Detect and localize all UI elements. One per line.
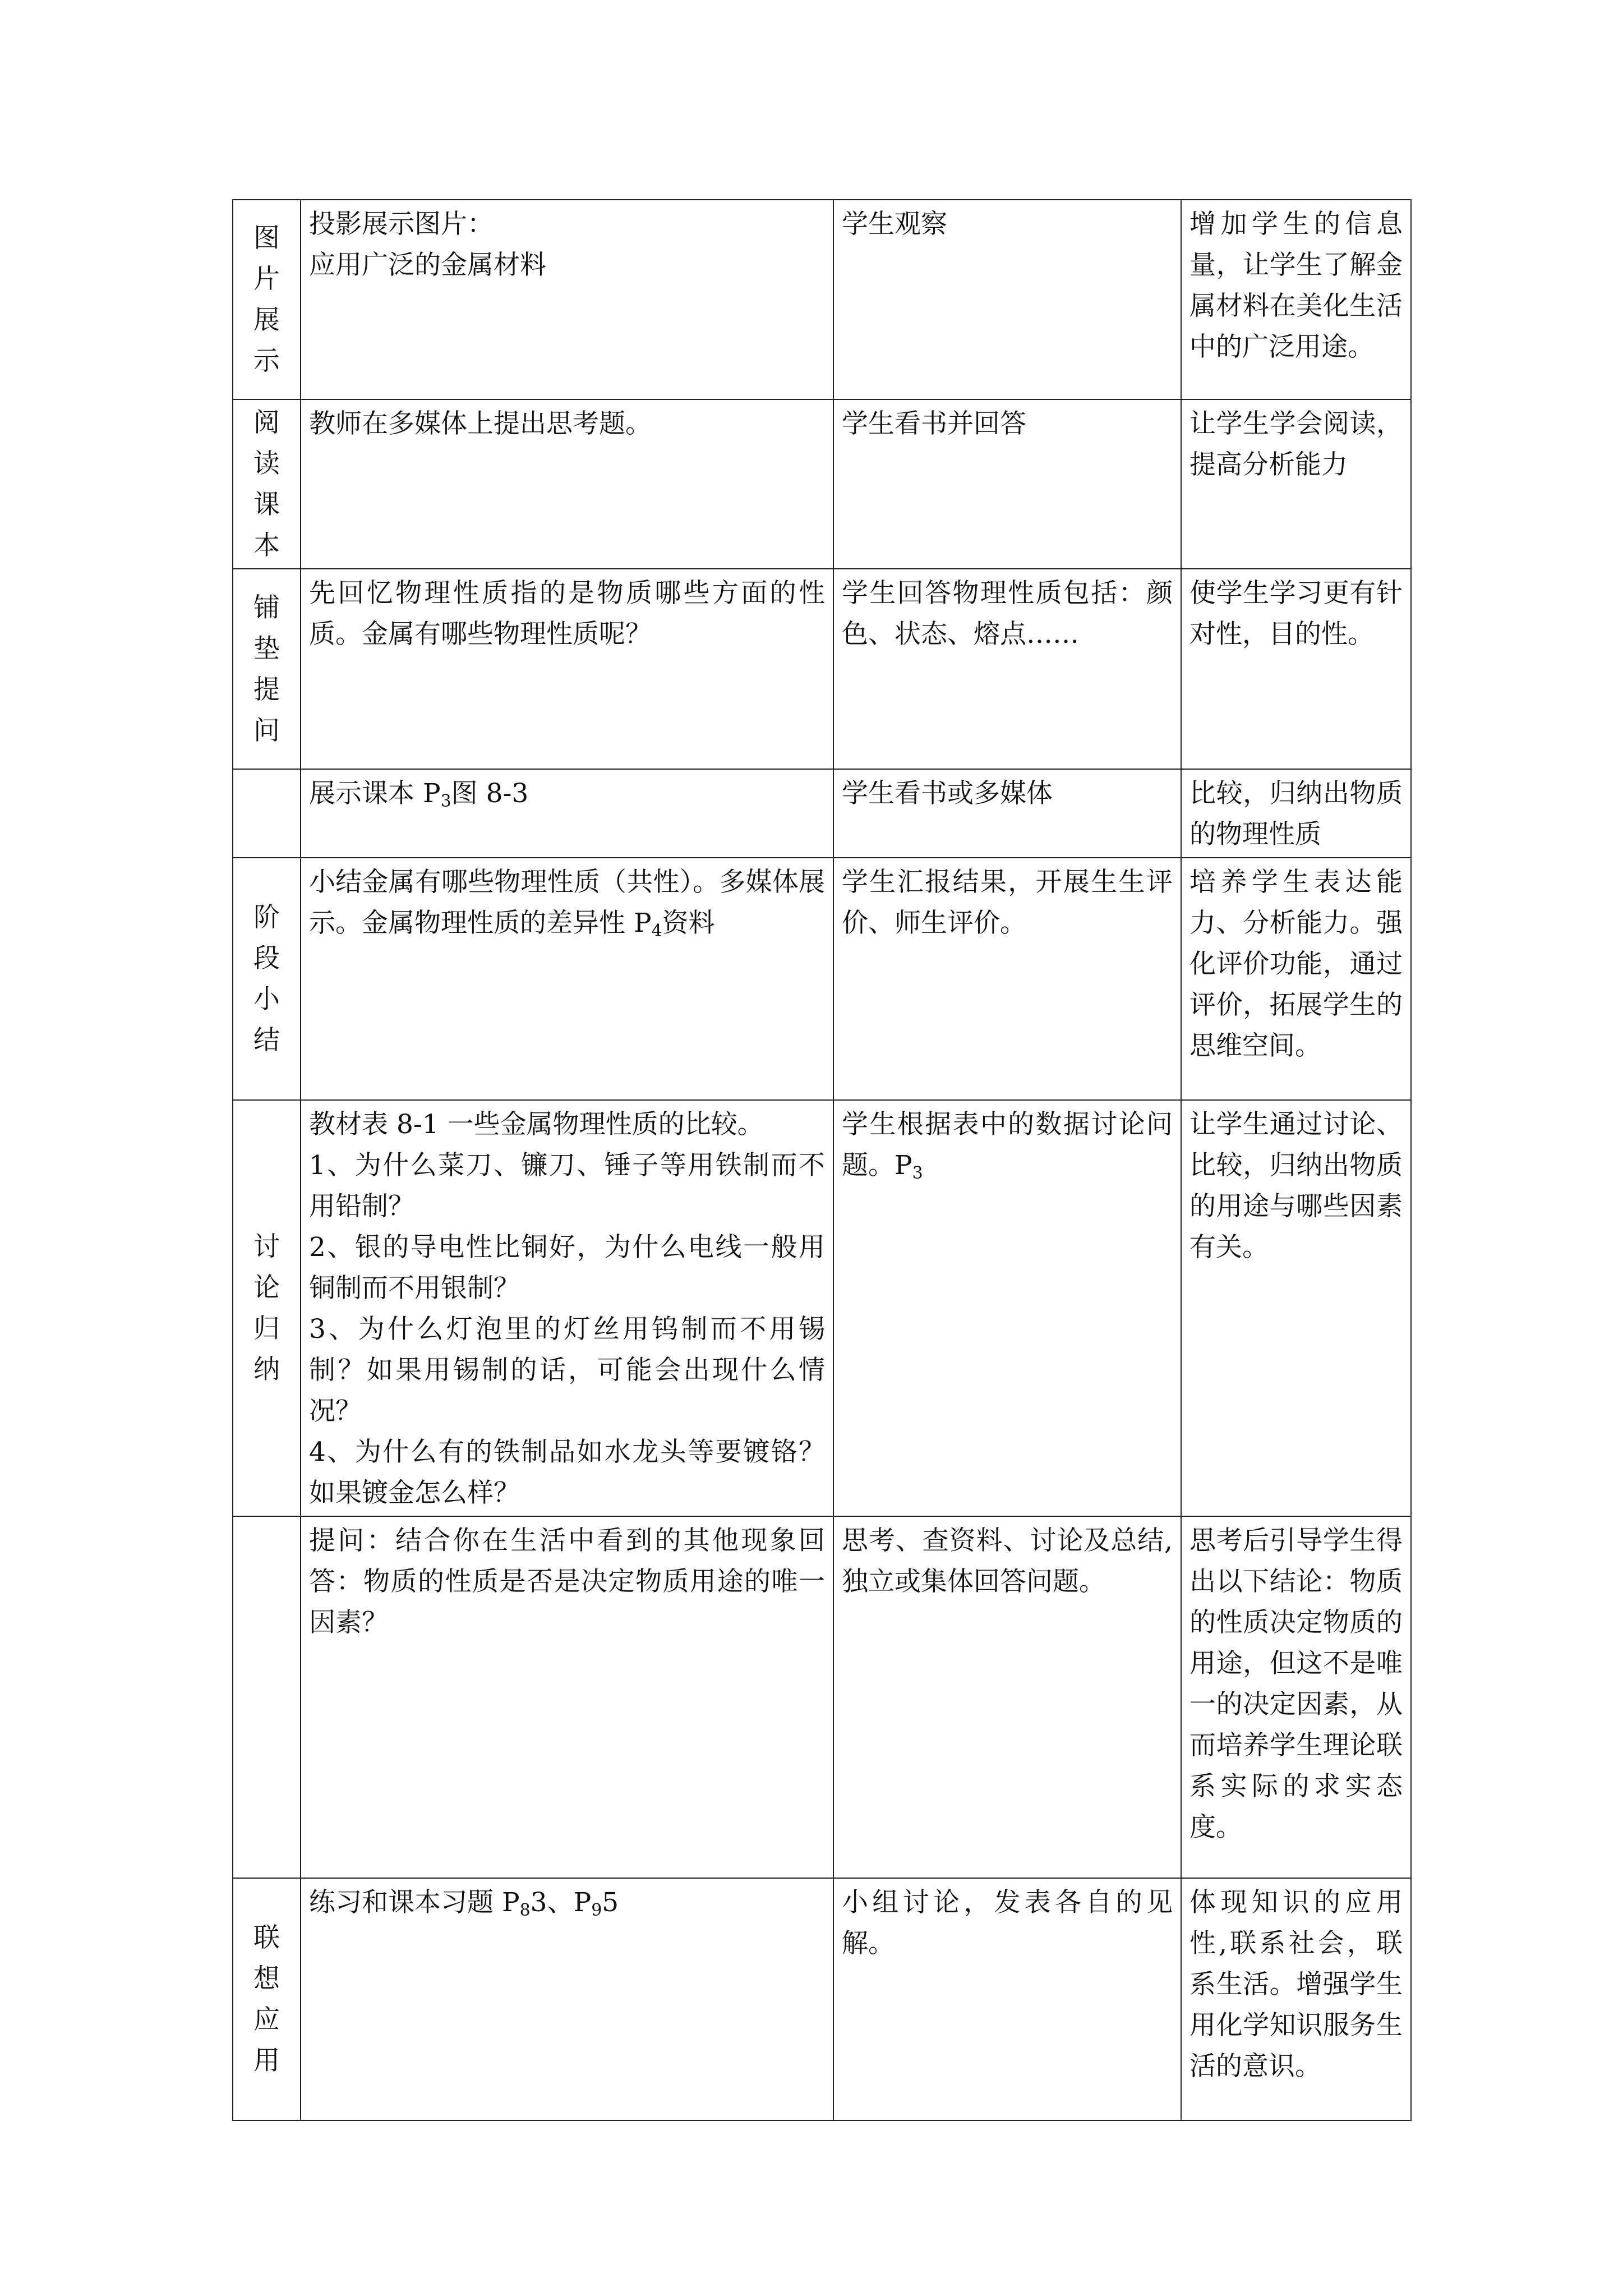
student-text: 学生看书或多媒体: [842, 778, 1053, 809]
intent-text: 使学生学习更有针对性，目的性。: [1189, 578, 1403, 650]
stage-cell: [233, 1878, 301, 2120]
table-row: [233, 569, 1411, 769]
student-text: 思考、查资料、讨论及总结,独立或集体回答问题。: [842, 1525, 1173, 1597]
teacher-text: 3、P: [530, 1887, 592, 1918]
intent-text: 培养学生表达能力、分析能力。强化评价功能，通过评价，拓展学生的思维空间。: [1189, 867, 1403, 1061]
design-intent-cell: [1181, 1100, 1411, 1516]
teacher-activity-cell: [301, 1878, 833, 2120]
table-row: [233, 858, 1411, 1100]
teacher-text: 3、为什么灯泡里的灯丝用钨制而不用锡制？如果用锡制的话，可能会出现什么情况？: [309, 1314, 825, 1427]
table-row: [233, 769, 1411, 858]
student-text: 小组讨论，发表各自的见解。: [842, 1887, 1173, 1959]
student-text: 学生看书并回答: [842, 408, 1026, 439]
stage-cell: [233, 569, 301, 769]
student-activity-cell: [833, 569, 1181, 769]
student-text: 学生回答物理性质包括：颜色、状态、熔点……: [842, 578, 1173, 650]
intent-text: 让学生通过讨论、比较，归纳出物质的用途与哪些因素有关。: [1189, 1109, 1403, 1263]
stage-label: 联想应用: [253, 1922, 280, 2076]
teacher-activity-cell: [301, 399, 833, 569]
page-subscript: 3: [440, 792, 451, 811]
teacher-activity-cell: [301, 569, 833, 769]
teacher-text: 教材表 8-1 一些金属物理性质的比较。: [309, 1109, 764, 1140]
intent-text: 比较，归纳出物质的物理性质: [1189, 778, 1403, 850]
table-row: [233, 200, 1411, 399]
page-subscript: 4: [651, 921, 662, 941]
student-activity-cell: [833, 399, 1181, 569]
design-intent-cell: [1181, 858, 1411, 1100]
design-intent-cell: [1181, 1516, 1411, 1878]
design-intent-cell: [1181, 569, 1411, 769]
teacher-text: 资料: [662, 908, 715, 938]
student-activity-cell: [833, 200, 1181, 399]
page-subscript: 8: [519, 1901, 531, 1920]
intent-text: 体现知识的应用性,联系社会，联系生活。增强学生用化学知识服务生活的意识。: [1189, 1887, 1403, 2082]
teacher-text: 教师在多媒体上提出思考题。: [309, 408, 652, 439]
teacher-text: 4、为什么有的铁制品如水龙头等要镀铬？如果镀金怎么样？: [309, 1437, 825, 1508]
stage-cell: [233, 769, 301, 858]
page-subscript: 9: [591, 1901, 602, 1920]
teacher-text: 2、银的导电性比铜好，为什么电线一般用铜制而不用银制？: [309, 1232, 825, 1304]
table-row: [233, 1878, 1411, 2120]
teacher-text: 应用广泛的金属材料: [309, 250, 546, 280]
stage-cell: [233, 200, 301, 399]
teacher-activity-cell: [301, 1100, 833, 1516]
table-row: [233, 1100, 1411, 1516]
teacher-text: 5: [602, 1887, 619, 1918]
stage-label: 讨论归纳: [253, 1231, 280, 1385]
teacher-activity-cell: [301, 1516, 833, 1878]
teacher-activity-cell: [301, 858, 833, 1100]
student-activity-cell: [833, 1100, 1181, 1516]
stage-label: 图片展示: [253, 223, 280, 376]
stage-cell: [233, 1100, 301, 1516]
teacher-text: 先回忆物理性质指的是物质哪些方面的性质。金属有哪些物理性质呢？: [309, 578, 825, 650]
teacher-text: 展示课本 P: [309, 778, 441, 809]
stage-label: 阅读课本: [253, 407, 280, 561]
student-activity-cell: [833, 858, 1181, 1100]
teacher-text: 提问：结合你在生活中看到的其他现象回答：物质的性质是否是决定物质用途的唯一因素？: [309, 1525, 825, 1638]
stage-cell: [233, 1516, 301, 1878]
student-activity-cell: [833, 1878, 1181, 2120]
stage-cell: [233, 399, 301, 569]
design-intent-cell: [1181, 399, 1411, 569]
page-subscript: 3: [912, 1163, 923, 1183]
design-intent-cell: [1181, 769, 1411, 858]
student-activity-cell: [833, 769, 1181, 858]
stage-label: 铺垫提问: [253, 592, 280, 746]
teacher-text: 1、为什么菜刀、镰刀、锤子等用铁制而不用铅制？: [309, 1150, 825, 1222]
intent-text: 让学生学会阅读，提高分析能力: [1189, 408, 1403, 480]
teacher-activity-cell: [301, 200, 833, 399]
student-activity-cell: [833, 1516, 1181, 1878]
intent-text: 增加学生的信息量，让学生了解金属材料在美化生活中的广泛用途。: [1189, 209, 1403, 362]
intent-text: 思考后引导学生得出以下结论：物质的性质决定物质的用途，但这不是唯一的决定因素，从而培养学生理论联系实际的求实态度。: [1189, 1525, 1403, 1843]
teacher-text: 投影展示图片：: [309, 209, 494, 240]
student-text: 学生根据表中的数据讨论问题。P: [842, 1109, 1173, 1181]
student-text: 学生汇报结果，开展生生评价、师生评价。: [842, 867, 1173, 938]
teacher-text: 练习和课本习题 P: [309, 1887, 520, 1918]
table-row: [233, 1516, 1411, 1878]
teacher-text: 小结金属有哪些物理性质（共性）。多媒体展示。金属物理性质的差异性 P: [309, 867, 825, 938]
teacher-text: 图 8-3: [451, 778, 529, 809]
student-text: 学生观察: [842, 209, 947, 240]
lesson-plan-table: [232, 199, 1412, 2121]
stage-cell: [233, 858, 301, 1100]
design-intent-cell: [1181, 1878, 1411, 2120]
stage-label: 阶段小结: [253, 902, 280, 1056]
teacher-activity-cell: [301, 769, 833, 858]
design-intent-cell: [1181, 200, 1411, 399]
table-row: [233, 399, 1411, 569]
